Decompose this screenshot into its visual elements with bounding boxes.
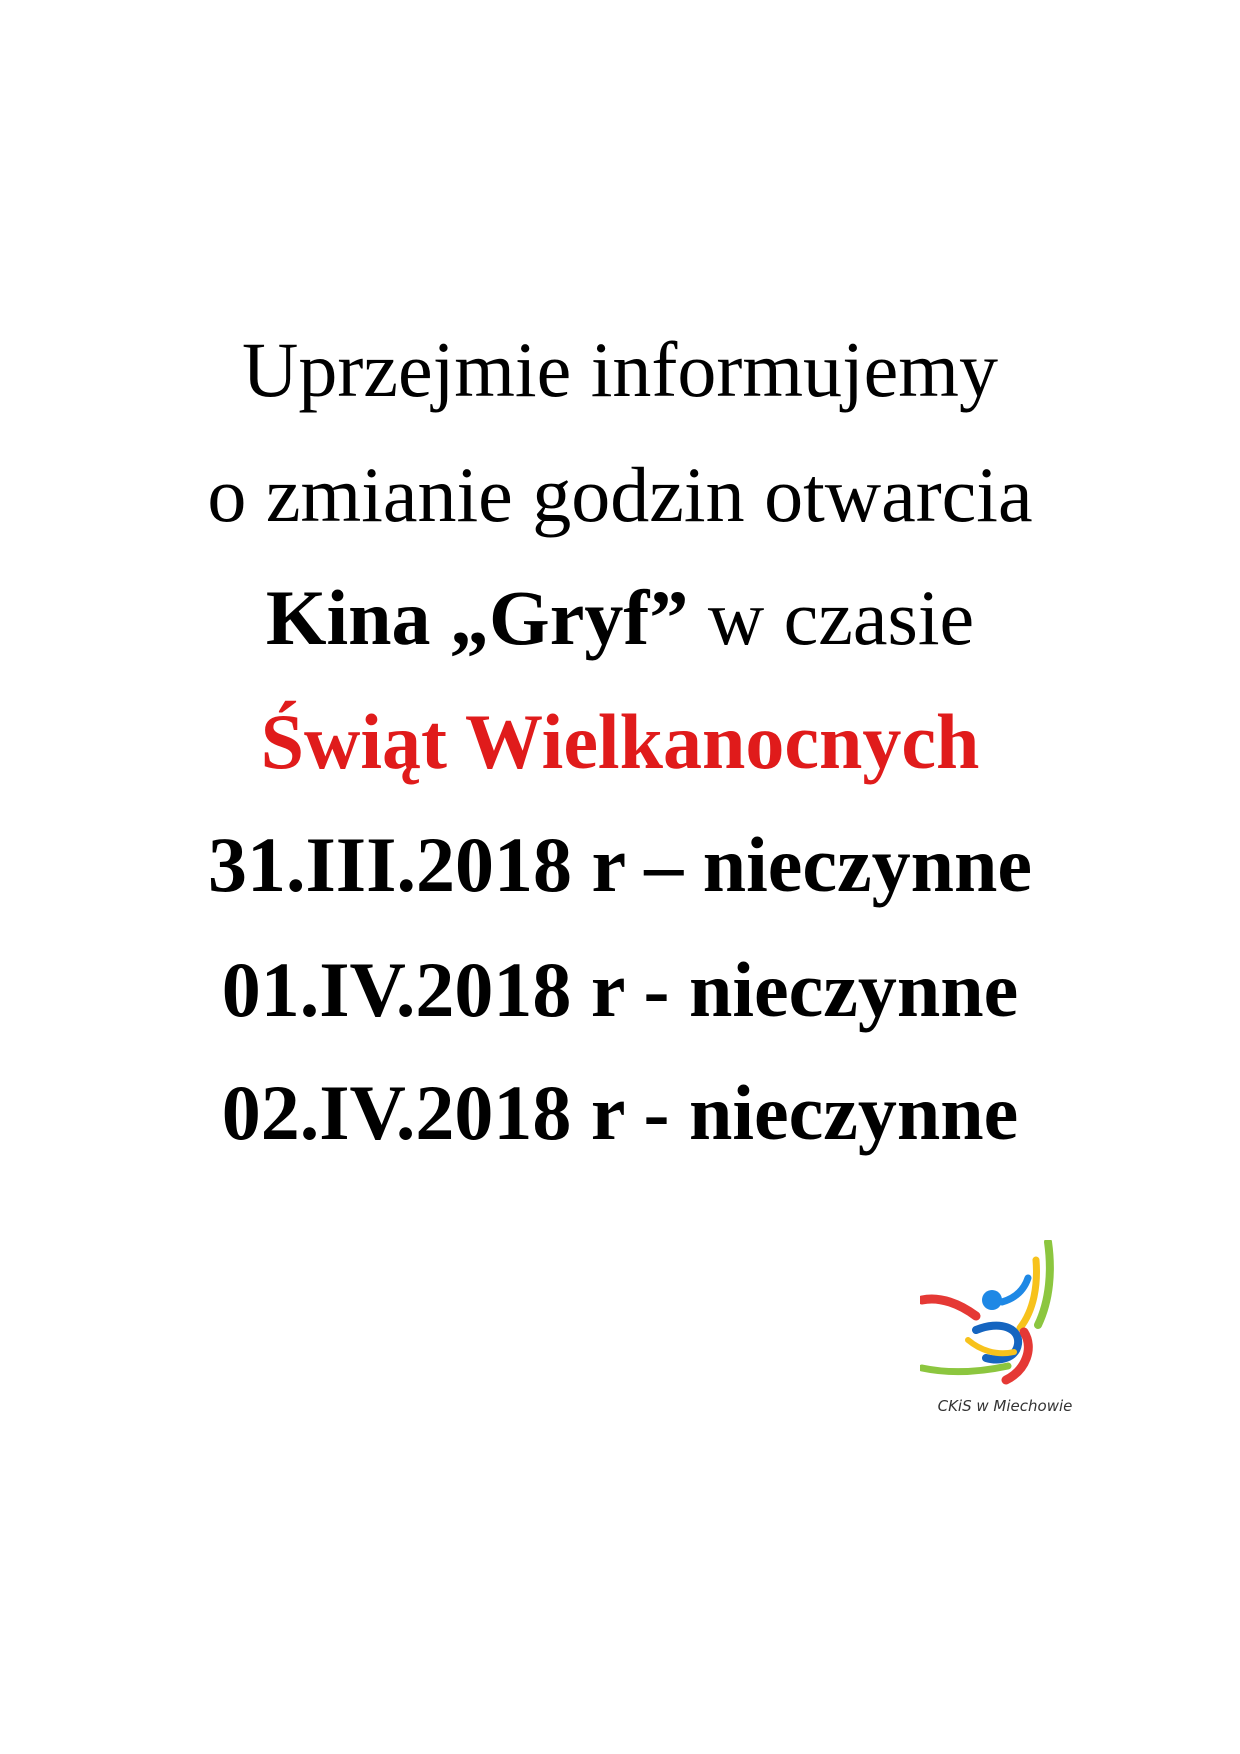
schedule-line-3: 02.IV.2018 r - nieczynne — [221, 1069, 1019, 1156]
notice-change-line: o zmianie godzin otwarcia — [207, 451, 1033, 538]
schedule-line-2: 01.IV.2018 r - nieczynne — [221, 946, 1019, 1033]
cinema-line-rest: w czasie — [688, 574, 975, 661]
ckis-logo — [920, 1240, 1090, 1440]
schedule-line-1: 31.III.2018 r – nieczynne — [207, 821, 1033, 908]
holiday-title: Świąt Wielkanocnych — [260, 698, 980, 785]
ckis-dancer-logo-icon — [920, 1240, 1090, 1390]
logo-caption: CKiS w Miechowie — [937, 1397, 1073, 1415]
notice-intro-line: Uprzejmie informujemy — [242, 326, 998, 413]
notice-cinema-line — [0, 573, 1240, 663]
cinema-name: Kina „Gryf” — [265, 574, 689, 661]
